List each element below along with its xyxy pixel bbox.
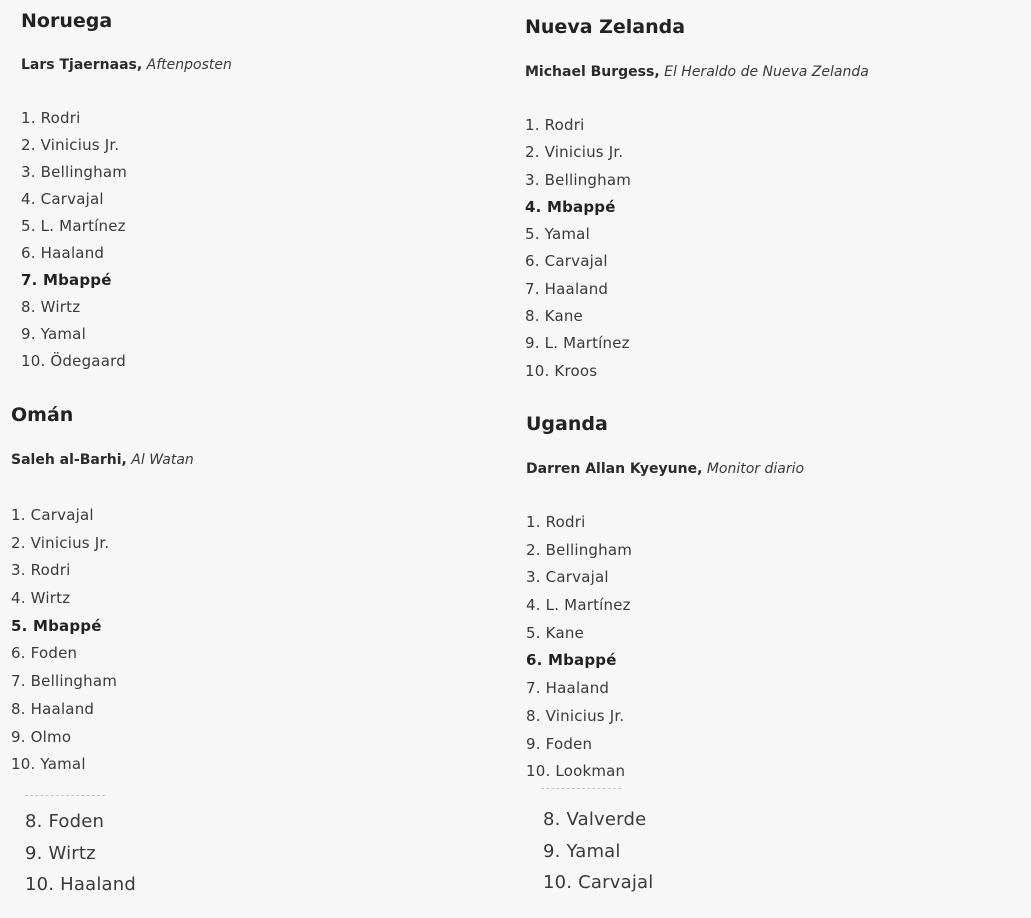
ranking-item-highlighted: 4. Mbappé: [525, 197, 616, 216]
ranking-item: 8. Foden: [25, 811, 105, 832]
overflow-ranking-list-left: [25, 806, 136, 901]
ranking-item: 2. Vinicius Jr.: [21, 136, 120, 154]
ranking-list: [526, 509, 804, 786]
ranking-item: 10. Haaland: [25, 874, 137, 895]
ranking-item: 10. Carvajal: [543, 872, 654, 893]
outlet-name: El Heraldo de Nueva Zelanda: [664, 64, 869, 80]
ranking-item: 8. Haaland: [11, 699, 95, 718]
country-heading: Nueva Zelanda: [525, 16, 686, 38]
section-oman: [11, 404, 194, 779]
outlet-name: Al Watan: [131, 452, 194, 468]
ranking-item-highlighted: 6. Mbappé: [526, 651, 617, 670]
ranking-item: 10. Yamal: [11, 755, 86, 774]
ranking-item: 3. Bellingham: [21, 163, 128, 181]
ranking-item: 1. Rodri: [526, 513, 586, 531]
ranking-item: 6. Carvajal: [525, 252, 608, 271]
ranking-item: 8. Valverde: [543, 809, 647, 830]
ranking-item: 9. Yamal: [21, 325, 86, 343]
ranking-list: [11, 502, 194, 779]
ranking-item: 1. Rodri: [21, 109, 81, 127]
ranking-list: [525, 112, 869, 385]
journalist-name: Darren Allan Kyeyune,: [526, 461, 703, 477]
ranking-item: 9. Wirtz: [25, 842, 96, 864]
ranking-item: 9. L. Martínez: [525, 334, 630, 353]
ranking-item: 8. Vinicius Jr.: [526, 706, 625, 725]
ranking-item: 7. Bellingham: [11, 672, 118, 691]
byline: [21, 56, 232, 74]
ranking-item: 8. Wirtz: [21, 298, 81, 316]
section-uganda: [526, 413, 804, 786]
ranking-item-highlighted: 7. Mbappé: [21, 271, 112, 289]
ranking-list: [21, 105, 232, 375]
section-noruega: [21, 10, 232, 375]
country-heading: Noruega: [21, 10, 113, 32]
ranking-item: 5. L. Martínez: [21, 217, 126, 235]
ranking-item: 7. Haaland: [526, 679, 610, 698]
ranking-item: 2. Bellingham: [526, 540, 633, 559]
journalist-name: Lars Tjaernaas,: [21, 57, 143, 73]
cropped-text-fragment: [541, 788, 621, 789]
ranking-item: 6. Foden: [11, 644, 78, 663]
ranking-item: 5. Kane: [526, 623, 584, 642]
cropped-text-fragment: [25, 795, 105, 796]
ranking-item: 2. Vinicius Jr.: [11, 533, 110, 552]
ranking-item: 9. Olmo: [11, 727, 72, 746]
ranking-item: 9. Foden: [526, 734, 593, 753]
ranking-item: 6. Haaland: [21, 244, 105, 262]
ranking-item-highlighted: 5. Mbappé: [11, 616, 102, 635]
ranking-item: 9. Yamal: [543, 840, 621, 862]
byline: [11, 451, 194, 469]
overflow-ranking-list-right: [543, 804, 653, 899]
ranking-item: 4. Carvajal: [21, 190, 104, 208]
ranking-item: 4. L. Martínez: [526, 596, 631, 615]
ranking-item: 3. Rodri: [11, 561, 71, 580]
ranking-item: 1. Rodri: [525, 116, 585, 134]
section-nueva-zelanda: [525, 16, 869, 385]
byline: [526, 460, 804, 478]
ranking-item: 1. Carvajal: [11, 506, 94, 524]
ranking-item: 3. Bellingham: [525, 170, 632, 189]
ranking-item: 5. Yamal: [525, 225, 590, 244]
ranking-item: 3. Carvajal: [526, 568, 609, 587]
ranking-item: 8. Kane: [525, 307, 583, 326]
ranking-item: 10. Ödegaard: [21, 352, 126, 370]
outlet-name: Aftenposten: [146, 57, 232, 73]
outlet-name: Monitor diario: [706, 461, 805, 477]
journalist-name: Saleh al-Barhi,: [11, 452, 127, 468]
country-heading: Omán: [11, 404, 74, 426]
ranking-item: 10. Kroos: [525, 361, 598, 380]
ranking-item: 2. Vinicius Jr.: [525, 143, 624, 162]
ranking-item: 7. Haaland: [525, 279, 609, 298]
journalist-name: Michael Burgess,: [525, 64, 660, 80]
ranking-item: 4. Wirtz: [11, 589, 71, 608]
country-heading: Uganda: [526, 413, 608, 435]
ranking-item: 10. Lookman: [526, 762, 626, 781]
byline: [525, 63, 869, 81]
